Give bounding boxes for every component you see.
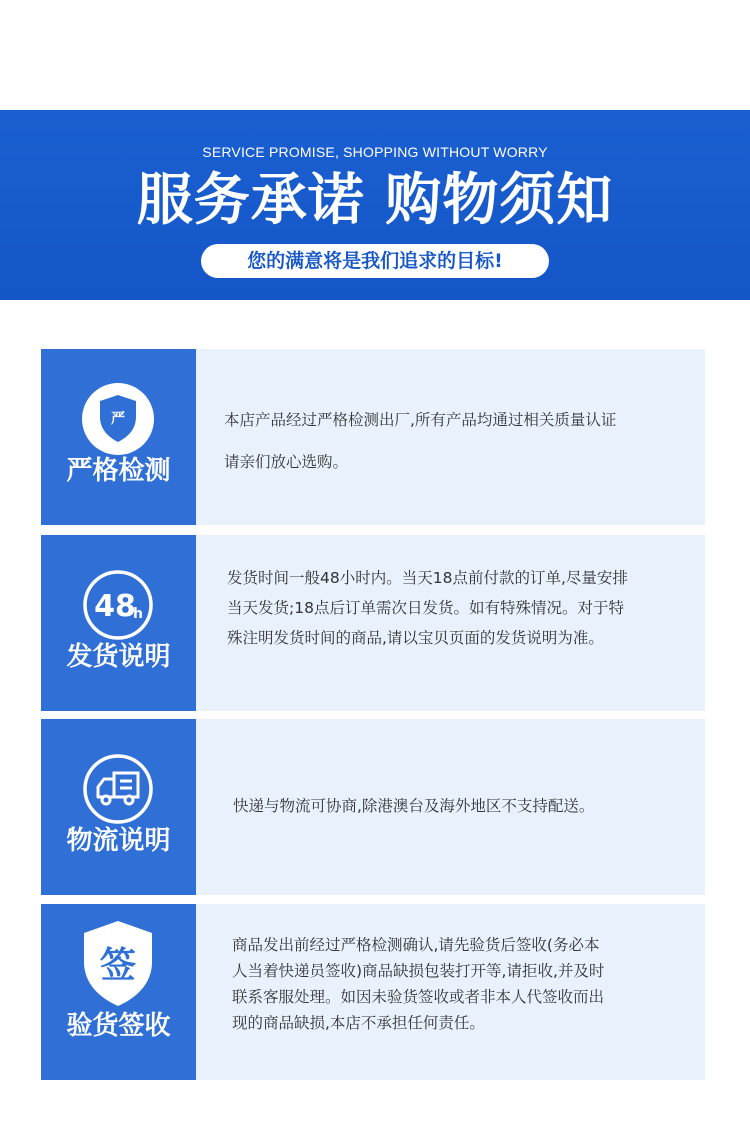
icon-subtext: h <box>133 606 143 622</box>
card-label: 验货签收 <box>66 1011 171 1041</box>
card-side <box>41 535 196 711</box>
sign-shield-icon <box>80 918 156 1008</box>
delivery-truck-icon <box>80 751 156 827</box>
card-logistics-info <box>41 719 705 895</box>
card-description <box>233 791 594 821</box>
icon-text: 签 <box>99 945 137 986</box>
card-description <box>232 932 604 1036</box>
banner-subtitle: SERVICE PROMISE, SHOPPING WITHOUT WORRY <box>202 144 548 160</box>
card-description <box>227 563 628 653</box>
card-label: 严格检测 <box>66 456 171 486</box>
desc-line: 殊注明发货时间的商品,请以宝贝页面的发货说明为准。 <box>227 629 604 647</box>
card-strict-inspection <box>41 349 705 525</box>
banner <box>0 110 750 300</box>
desc-line: 现的商品缺损,本店不承担任何责任。 <box>232 1014 485 1032</box>
shield-check-icon <box>80 381 156 457</box>
card-label: 物流说明 <box>66 826 171 856</box>
icon-text: 严 <box>111 411 125 427</box>
desc-line: 商品发出前经过严格检测确认,请先验货后签收(务必本 <box>232 936 600 954</box>
card-description <box>224 399 616 483</box>
card-shipping-info <box>41 535 705 711</box>
banner-title: 服务承诺 购物须知 <box>136 168 614 233</box>
card-side <box>41 904 196 1080</box>
card-side <box>41 719 196 895</box>
desc-line: 快递与物流可协商,除港澳台及海外地区不支持配送。 <box>233 797 595 815</box>
desc-line: 本店产品经过严格检测出厂,所有产品均通过相关质量认证 <box>224 411 617 429</box>
icon-text: 48 <box>94 589 136 624</box>
desc-line: 联系客服处理。如因未验货签收或者非本人代签收而出 <box>232 988 605 1006</box>
desc-line: 发货时间一般48小时内。当天18点前付款的订单,尽量安排 <box>227 569 628 587</box>
desc-line: 请亲们放心选购。 <box>224 453 349 471</box>
desc-line: 当天发货;18点后订单需次日发货。如有特殊情况。对于特 <box>227 599 624 617</box>
card-inspection-signoff <box>41 904 705 1080</box>
48h-clock-icon <box>80 567 156 643</box>
banner-pill: 您的满意将是我们追求的目标! <box>201 244 549 278</box>
card-side <box>41 349 196 525</box>
desc-line: 人当着快递员签收)商品缺损包装打开等,请拒收,并及时 <box>232 962 605 980</box>
card-label: 发货说明 <box>66 642 171 672</box>
